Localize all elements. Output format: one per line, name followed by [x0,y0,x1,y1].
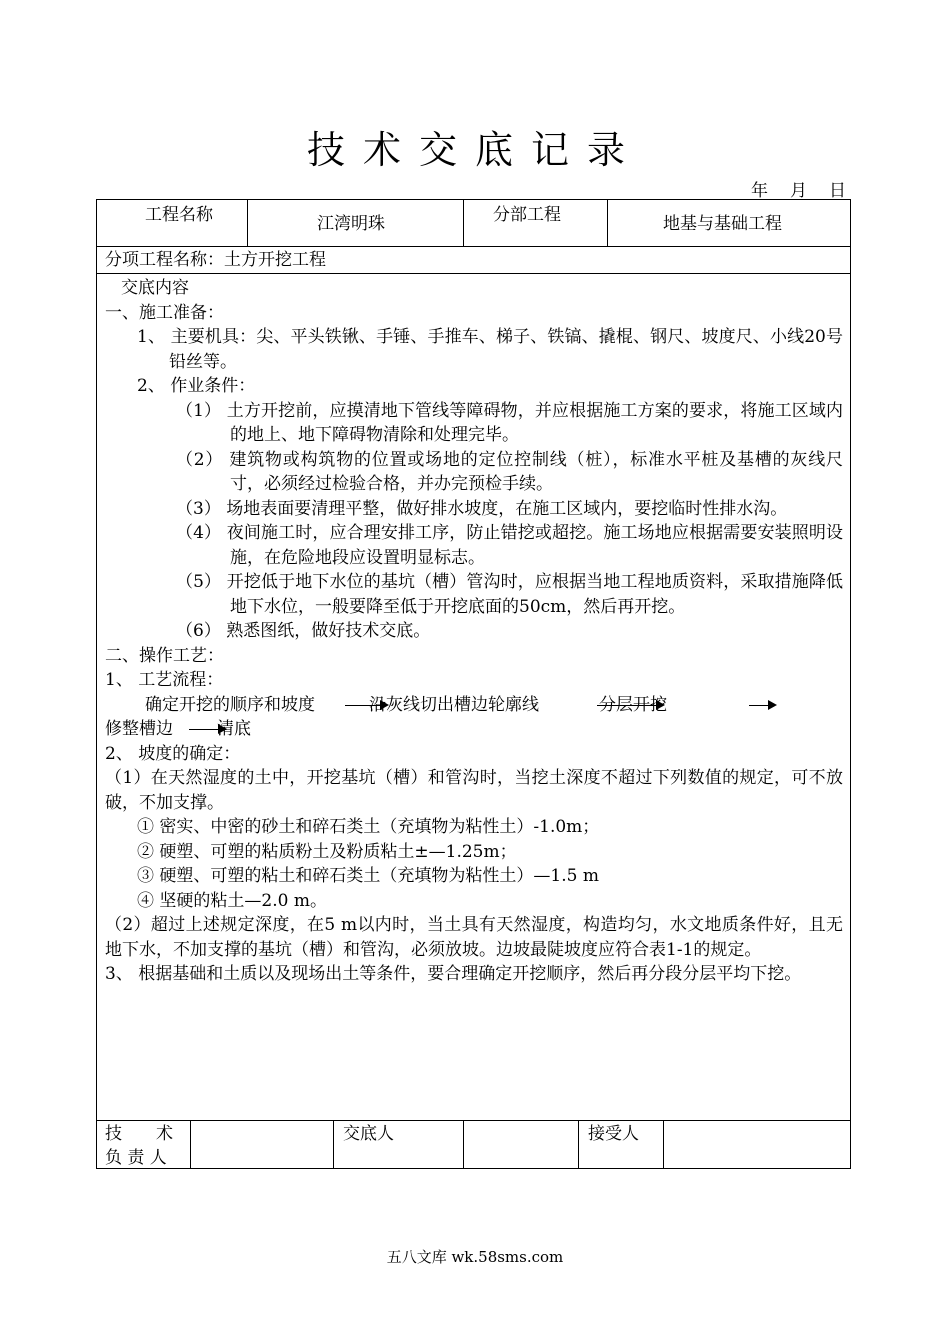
section-2-title: 二、操作工艺： [105,645,224,666]
item-name: 分项工程名称：土方开挖工程 [105,250,326,270]
content-heading: 交底内容 [121,278,189,298]
col-divider [578,1120,579,1168]
condition-text: 熟悉图纸，做好技术交底。 [226,621,431,641]
footer-watermark: 五八文库 wk.58sms.com [386,1248,564,1266]
s2-item-2: 2、 坡度的确定： [105,743,241,764]
s1-item-2-text: 作业条件： [170,376,256,396]
s1-item-2 [105,374,843,399]
s1-item-1-no: 1、 [137,327,166,347]
date-year: 年 [751,181,768,201]
s2-item-3-text: 根据基础和土质以及现场出土等条件，要合理确定开挖顺序，然后再分段分层平均下挖。 [138,964,802,984]
flow-step-5: 清底 [217,719,251,739]
col-divider [607,200,608,246]
project-name-value: 江湾明珠 [317,214,385,234]
flow-step-1: 确定开挖的顺序和坡度 [145,694,315,715]
condition-text: 夜间施工时，应合理安排工序，防止错挖或超挖。施工场地应根据需要安装照明设施，在危险地段应设置明显标志。 [226,523,843,568]
slope-list-item: ② 硬塑、可塑的粘质粉土及粉质粘土±—1.25m； [137,841,517,862]
condition-2 [105,448,843,497]
flow-step-3: 分层开挖 [599,694,667,715]
flow-step-4: 修整槽边 [105,719,173,739]
condition-text: 场地表面要清理平整，做好排水坡度，在施工区域内，要挖临时性排水沟。 [226,498,788,519]
handover-person-label: 交底人 [343,1124,394,1144]
condition-no: （2） [176,449,224,470]
tech-lead-label-1: 技 术 [105,1124,173,1144]
date-day: 日 [829,181,846,201]
col-divider [663,1120,664,1168]
process-flow-line-2 [105,717,843,742]
s2-item-3-no: 3、 [105,964,133,984]
condition-no: （1） [176,400,222,421]
section-1-title: 一、施工准备： [105,302,224,323]
col-divider [463,1120,464,1168]
col-divider [247,200,248,246]
condition-text: 建筑物或构筑物的位置或场地的定位控制线（桩），标准水平桩及基槽的灰线尺寸，必须经过检验合格，并办完预检手续。 [229,449,844,494]
slope-list-item: ① 密实、中密的砂土和碎石类土（充填物为粘性土）-1.0m； [137,817,600,837]
slope-rule-2: （2）超过上述规定深度，在5 m以内时，当土具有天然湿度，构造均匀，水文地质条件好，且无地下水，不加支撑的基坑（槽）和管沟，必须放坡。边坡最陡坡度应符合表1-1的规定。 [105,915,843,960]
condition-no: （4） [176,523,222,543]
s2-item-3 [105,962,843,987]
condition-4 [105,521,843,570]
condition-text: 土方开挖前，应摸清地下管线等障碍物，并应根据施工方案的要求，将施工区域内的地上、地下障碍物清除和处理完毕。 [226,400,843,445]
condition-no: （3） [176,498,221,519]
record-table [96,199,851,1169]
row-divider [97,273,850,274]
project-name-label: 工程名称 [145,205,213,225]
process-flow [105,693,843,718]
slope-list-item: ④ 坚硬的粘土—2.0 m。 [137,890,327,911]
row-divider [97,246,850,247]
date-month: 月 [790,181,807,201]
col-divider [463,200,464,246]
slope-list-item: ③ 硬塑、可塑的粘土和碎石类土（充填物为粘性土）—1.5 m [137,866,599,886]
row-divider [97,1120,850,1121]
col-divider [333,1120,334,1168]
document-title: 技术交底记录 [306,128,643,172]
condition-no: （5） [176,572,222,592]
tech-lead-label-2: 负 责 人 [105,1148,167,1168]
subproject-value: 地基与基础工程 [663,214,782,234]
subproject-label: 分部工程 [493,205,561,225]
flow-step-2: 沿灰线切出槽边轮廓线 [369,694,539,715]
condition-6 [105,619,843,644]
col-divider [190,1120,191,1168]
flow-arrow-icon [749,705,775,706]
handover-content [105,276,843,987]
s1-item-1-text: 主要机具：尖、平头铁锹、手锤、手推车、梯子、铁镐、撬棍、钢尺、坡度尺、小线20号铅丝等。 [169,327,843,372]
s1-item-2-no: 2、 [137,376,165,396]
date-line [751,176,846,201]
slope-rule-1: （1）在天然湿度的土中，开挖基坑（槽）和管沟时，当挖土深度不超过下列数值的规定，可不放破，不加支撑。 [105,768,843,813]
s2-item-1: 1、 工艺流程： [105,670,224,690]
condition-3 [105,497,843,522]
condition-no: （6） [176,621,221,641]
condition-1 [105,399,843,448]
condition-text: 开挖低于地下水位的基坑（槽）管沟时，应根据当地工程地质资料，采取措施降低地下水位，一般要降至低于开挖底面的50cm，然后再开挖。 [226,572,843,617]
receiver-label: 接受人 [588,1124,639,1144]
s1-item-1 [105,325,843,374]
condition-5 [105,570,843,619]
